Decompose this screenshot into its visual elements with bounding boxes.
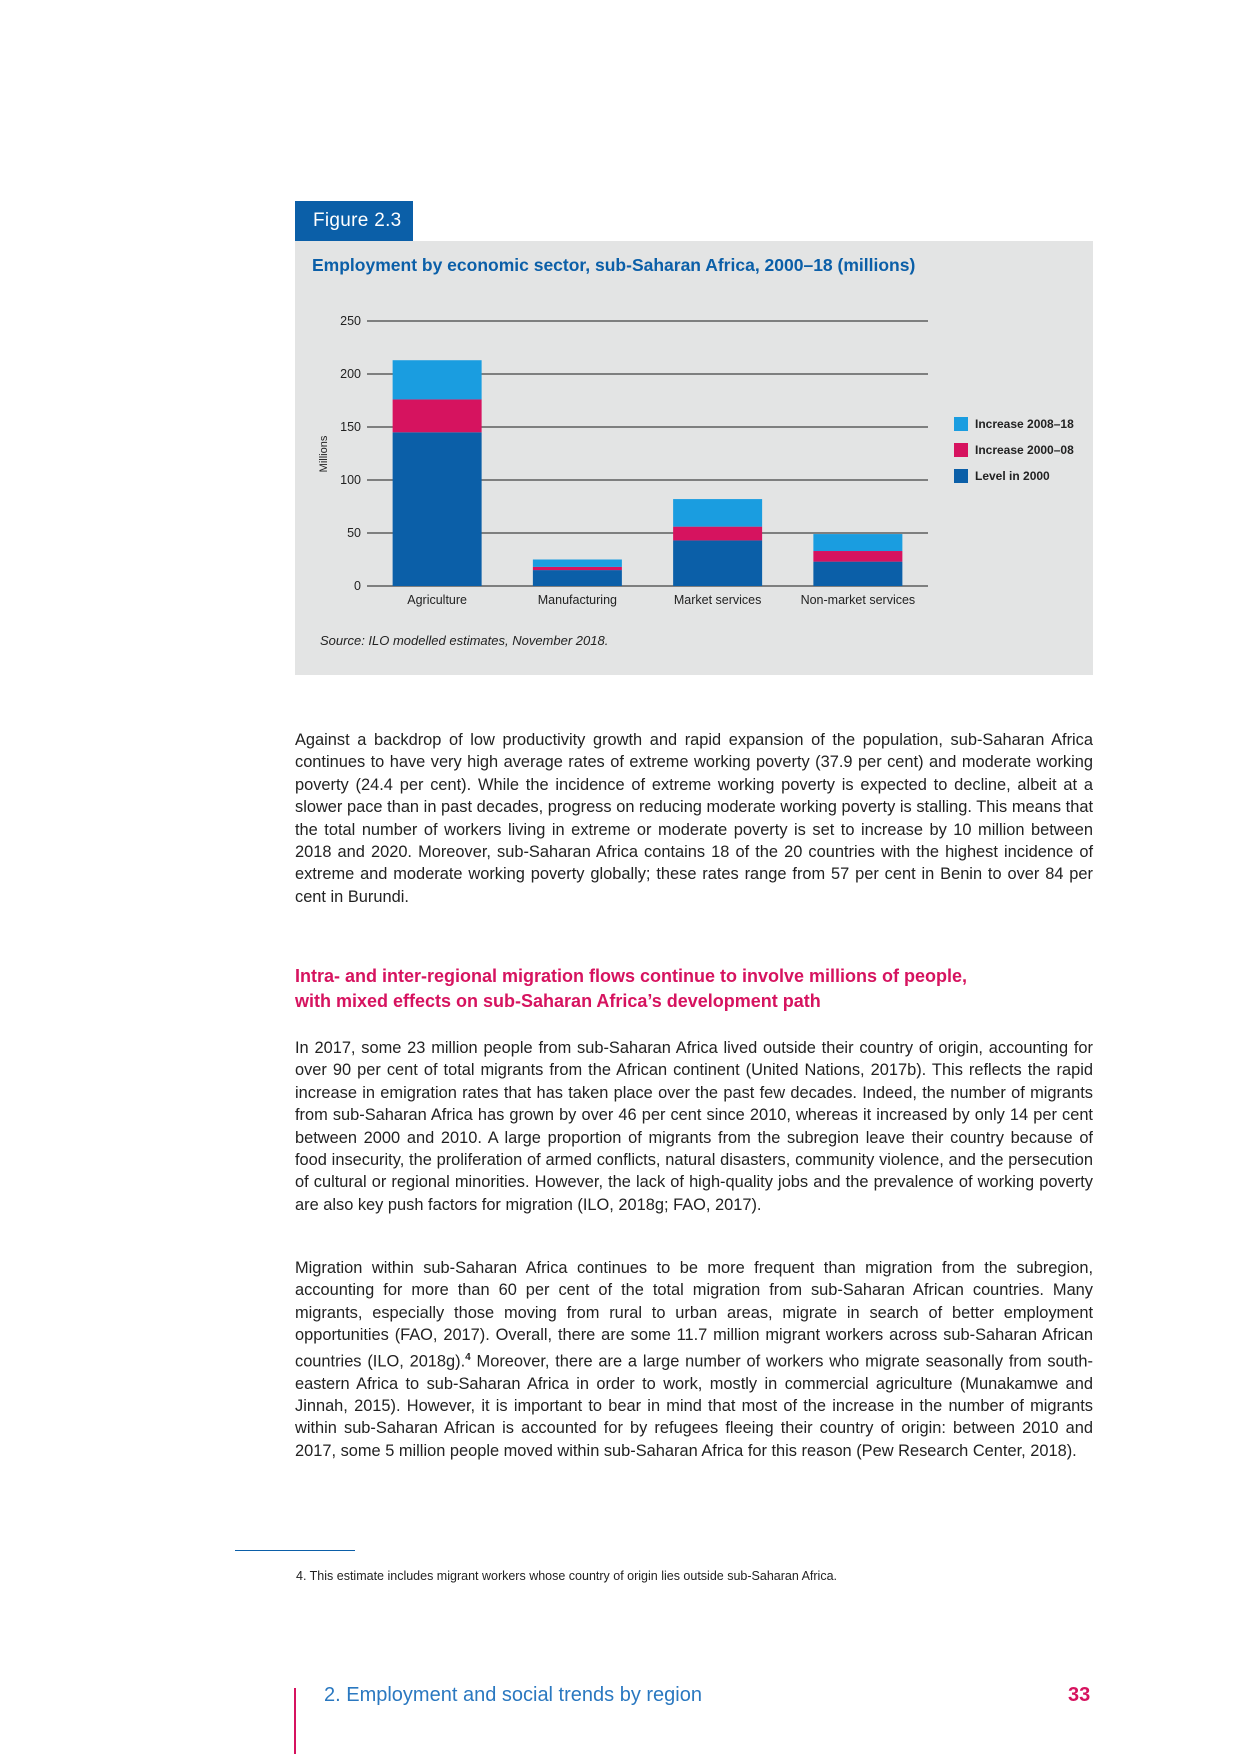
footnote-reference[interactable]: 4 (465, 1351, 471, 1363)
y-tick-label: 0 (354, 579, 361, 593)
x-category-label: Non-market services (800, 593, 916, 607)
page-number: 33 (1068, 1684, 1091, 1706)
bar-segment (393, 360, 482, 399)
paragraph-part-2: Moreover, there are a large number of workers who migrate seasonally from south-eastern Africa to sub-Saharan Africa in order to work, mostly in commercial agriculture (Munakamwe and Jinnah, 2015). However, it is important to bear in mind that most of the increase in the number of migrants within sub-Saharan African is accounted for by refugees fleeing their country of origin: between 2010 and 2017, some 5 million people moved within sub-Saharan Africa for this reason (Pew Research Center, 2018). (295, 1352, 1093, 1460)
y-tick-label: 150 (340, 420, 361, 434)
x-category-label: Manufacturing (537, 593, 617, 607)
bar-segment (393, 432, 482, 586)
legend-swatch (954, 469, 968, 483)
y-tick-label: 250 (340, 314, 361, 328)
y-tick-label: 50 (347, 526, 361, 540)
legend-swatch (954, 443, 968, 457)
paragraph-working-poverty: Against a backdrop of low productivity growth and rapid expansion of the population, sub-Saharan Africa continues to have very high average rates of extreme working poverty (37.9 per cent) and moderate working poverty (24.4 per cent). While the incidence of extreme working poverty is expected to decline, albeit at a slower pace than in past decades, progress on reducing moderate working poverty is stalling. This means that the total number of workers living in extreme or moderate poverty is set to increase by 10 million between 2018 and 2020. Moreover, sub-Saharan Africa contains 18 of the 20 countries with the highest incidence of extreme and moderate working poverty globally; these rates range from 57 per cent in Benin to over 84 per cent in Burundi. (295, 731, 1093, 906)
footer-accent-bar (294, 1688, 296, 1754)
x-category-label: Market services (673, 593, 762, 607)
figure-label: Figure 2.3 (295, 201, 413, 241)
legend-swatch (954, 417, 968, 431)
bar-segment (673, 527, 762, 541)
legend-label: Level in 2000 (975, 469, 1050, 483)
stacked-bar-chart (295, 241, 1093, 675)
bar-segment (533, 560, 622, 567)
section-heading: Intra- and inter-regional migration flows continue to involve millions of people, with mixed effects on sub-Saharan Africa’s development path (295, 966, 968, 1011)
y-tick-label: 100 (340, 473, 361, 487)
figure-source: Source: ILO modelled estimates, November 2018. (320, 633, 609, 648)
bar-segment (533, 570, 622, 586)
footnote: 4. This estimate includes migrant workers whose country of origin lies outside sub-Saharan Africa. (296, 1569, 837, 1583)
paragraph-intra-regional-migration (295, 1257, 1093, 1462)
paragraph-part-1: Migration within sub-Saharan Africa continues to be more frequent than migration from the subregion, accounting for more than 60 per cent of the total migration from sub-Saharan African countries. Many migrants, especially those moving from rural to urban areas, migrate in search of better employment opportunities (FAO, 2017). Overall, there are some 11.7 million migrant workers across sub-Saharan African countries (ILO, 2018g). (295, 1259, 1093, 1371)
paragraph-emigration: In 2017, some 23 million people from sub-Saharan Africa lived outside their country of origin, accounting for over 90 per cent of total migrants from the African continent (United Nations, 2017b). This reflects the rapid increase in emigration rates that has taken place over the past few decades. Indeed, the number of migrants from sub-Saharan Africa has grown by over 46 per cent since 2010, whereas it increased by only 14 per cent between 2000 and 2010. A large proportion of migrants from the subregion leave their country because of food insecurity, the proliferation of armed conflicts, natural disasters, community violence, and the persecution of cultural or regional minorities. However, the lack of high-quality jobs and the prevalence of working poverty are also key push factors for migration (ILO, 2018g; FAO, 2017). (295, 1039, 1093, 1214)
bar-segment (393, 399, 482, 432)
footnote-divider (235, 1550, 355, 1551)
bar-segment (673, 540, 762, 586)
figure-title: Employment by economic sector, sub-Saharan Africa, 2000–18 (millions) (312, 255, 916, 275)
y-tick-label: 200 (340, 367, 361, 381)
x-category-label: Agriculture (407, 593, 467, 607)
legend-label: Increase 2008–18 (975, 417, 1074, 431)
figure-panel (295, 241, 1093, 675)
y-axis-label: Millions (318, 435, 330, 473)
bar-segment (533, 567, 622, 570)
bar-segment (813, 562, 902, 586)
bar-segment (813, 551, 902, 562)
bar-segment (673, 499, 762, 527)
bar-segment (813, 534, 902, 551)
footer-section-title: 2. Employment and social trends by region (324, 1684, 702, 1706)
legend-label: Increase 2000–08 (975, 443, 1074, 457)
